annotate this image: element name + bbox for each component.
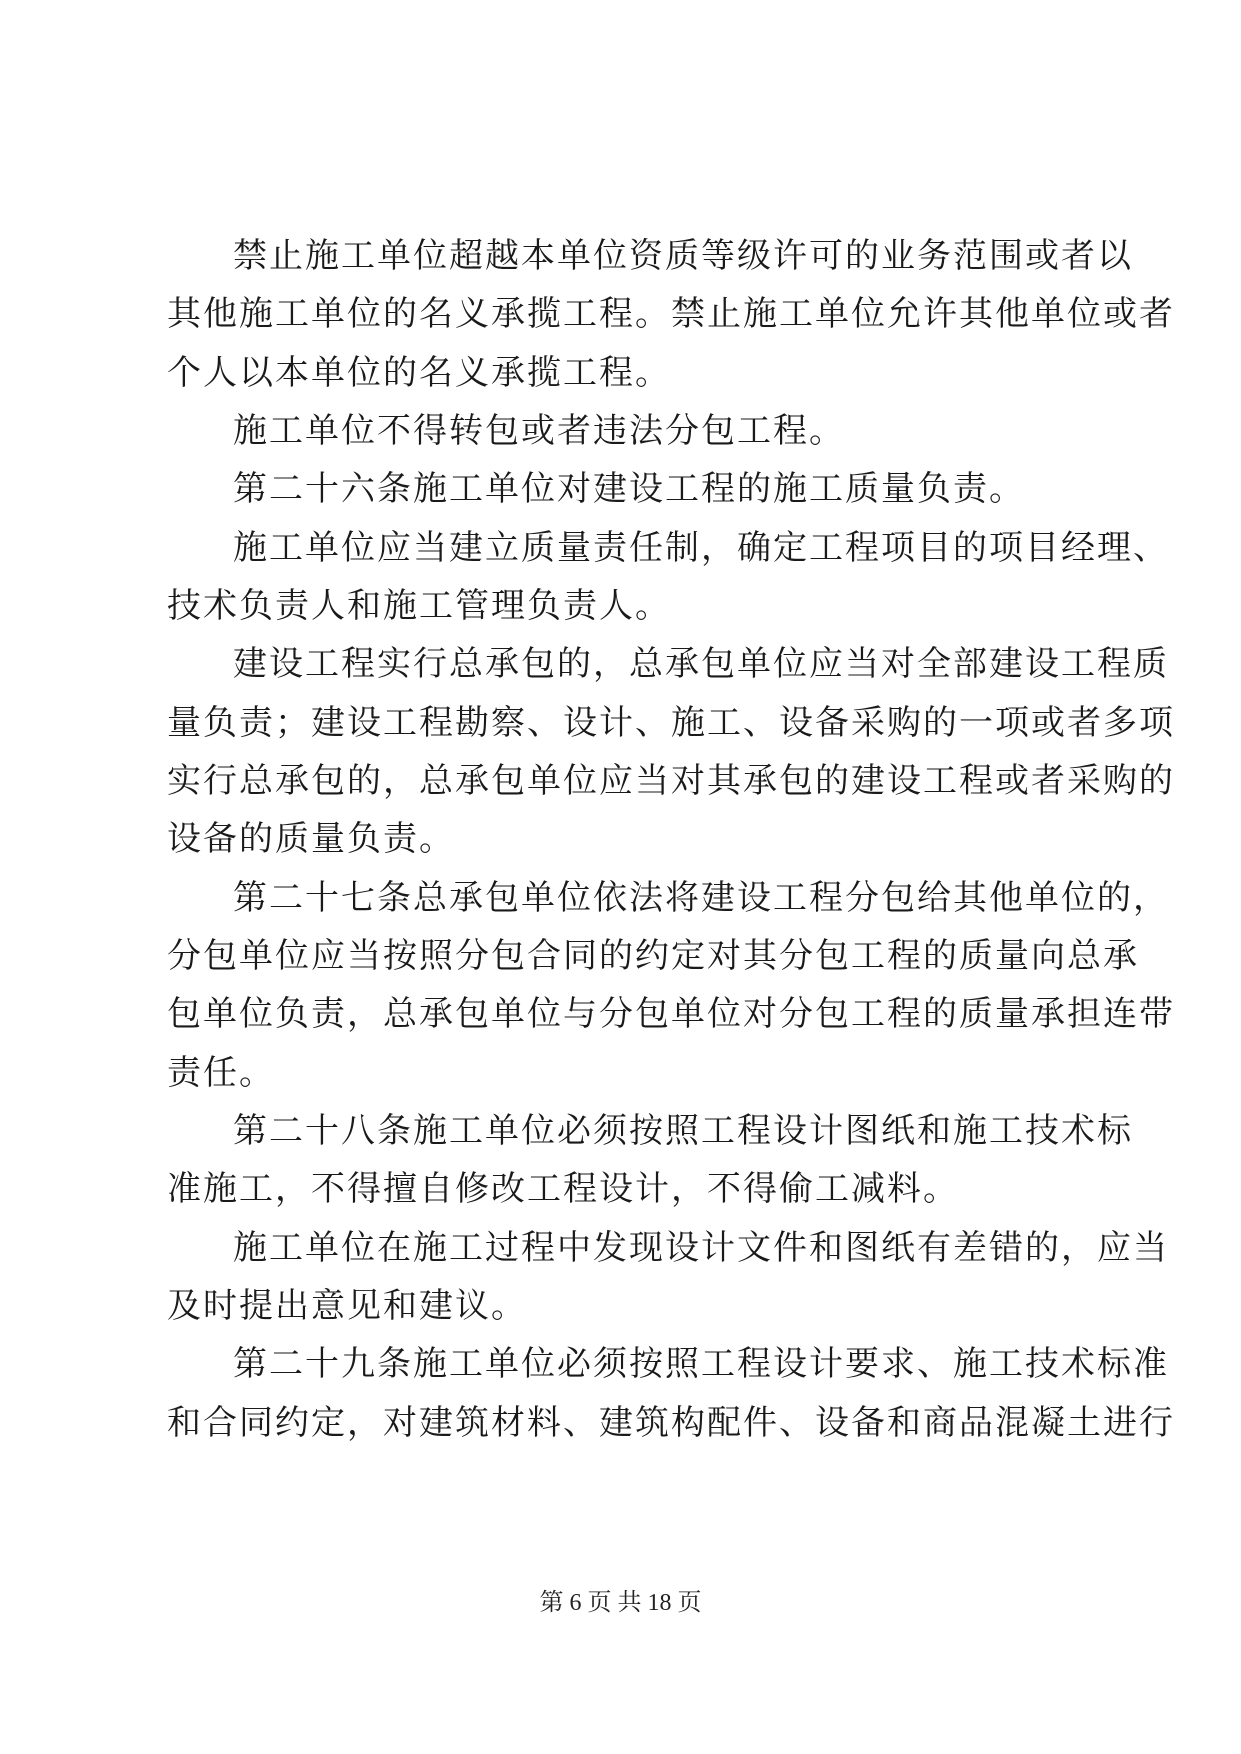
text-line: 建设工程实行总承包的，总承包单位应当对全部建设工程质 — [233, 644, 1169, 684]
text-line: 施工单位应当建立质量责任制，确定工程项目的项目经理、 — [233, 528, 1169, 568]
text-line: 第二十八条施工单位必须按照工程设计图纸和施工技术标 — [233, 1111, 1133, 1151]
text-line: 施工单位不得转包或者违法分包工程。 — [233, 411, 845, 451]
text-line: 第二十九条施工单位必须按照工程设计要求、施工技术标准 — [233, 1344, 1169, 1384]
text-line: 技术负责人和施工管理负责人。 — [167, 586, 671, 626]
text-line: 个人以本单位的名义承揽工程。 — [167, 353, 671, 393]
page-number-footer: 第 6 页 共 18 页 — [539, 1590, 702, 1616]
text-line: 包单位负责，总承包单位与分包单位对分包工程的质量承担连带 — [167, 994, 1175, 1034]
text-line: 量负责；建设工程勘察、设计、施工、设备采购的一项或者多项 — [167, 703, 1175, 743]
text-line: 第二十六条施工单位对建设工程的施工质量负责。 — [233, 469, 1025, 509]
text-line: 施工单位在施工过程中发现设计文件和图纸有差错的，应当 — [233, 1228, 1169, 1268]
text-line: 第二十七条总承包单位依法将建设工程分包给其他单位的， — [233, 878, 1169, 918]
text-line: 分包单位应当按照分包合同的约定对其分包工程的质量向总承 — [167, 936, 1139, 976]
text-line: 其他施工单位的名义承揽工程。禁止施工单位允许其他单位或者 — [167, 294, 1175, 334]
text-line: 设备的质量负责。 — [167, 819, 455, 859]
text-line: 责任。 — [167, 1053, 275, 1093]
text-line: 及时提出意见和建议。 — [167, 1286, 527, 1326]
text-line: 准施工，不得擅自修改工程设计，不得偷工减料。 — [167, 1169, 959, 1209]
text-line: 实行总承包的，总承包单位应当对其承包的建设工程或者采购的 — [167, 761, 1175, 801]
text-line: 禁止施工单位超越本单位资质等级许可的业务范围或者以 — [233, 236, 1133, 276]
text-line: 和合同约定，对建筑材料、建筑构配件、设备和商品混凝土进行 — [167, 1403, 1175, 1443]
